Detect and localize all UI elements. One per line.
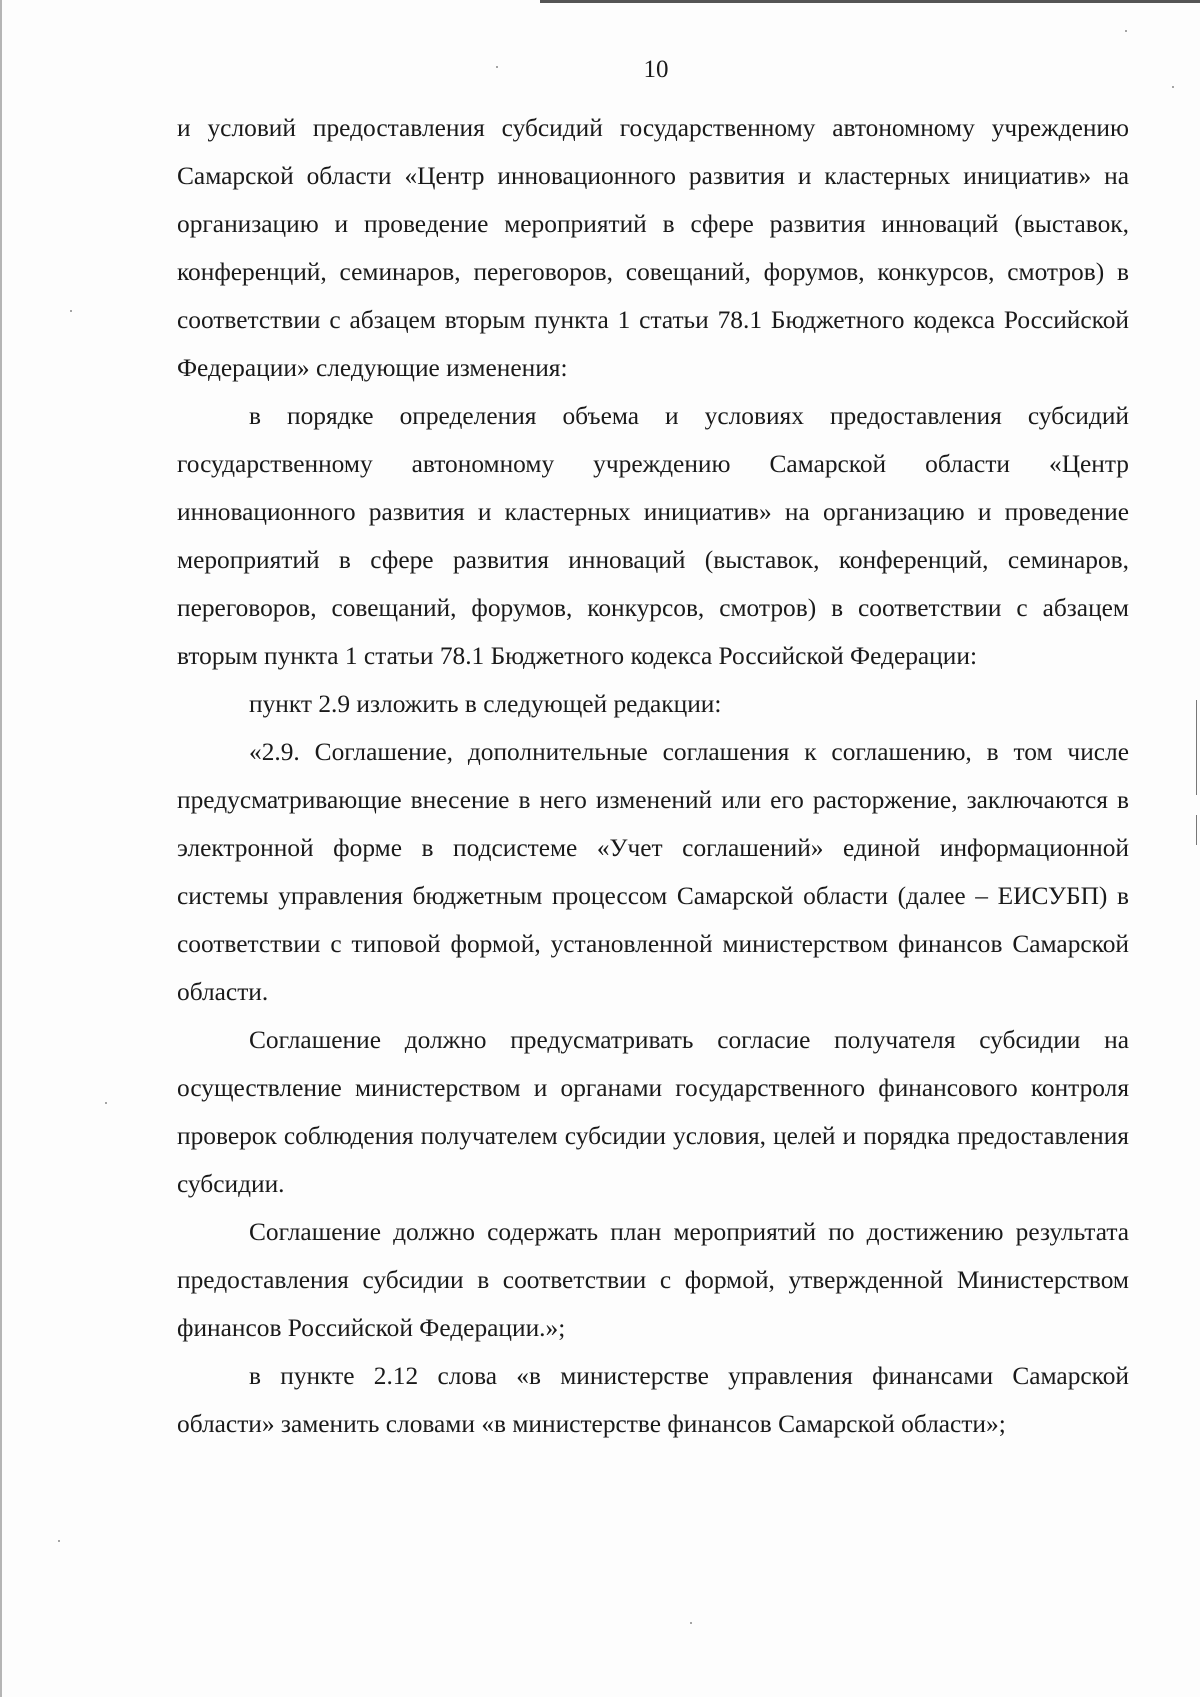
paragraph-item-2-9-intro: пункт 2.9 изложить в следующей редакции: [249,690,722,718]
scan-speck [70,310,72,312]
page-number: 10 [643,56,669,83]
scan-speck [1172,86,1174,88]
paragraph-agreement-plan: Соглашение должно содержать план мероприятий по достижению результата предоставления субсидии в соответствии с формой, утвержденной Министерством финансов Российской Федерации.»; [177,1218,1129,1342]
right-margin-mark [1196,815,1197,845]
paragraph-procedure: в порядке определения объема и условиях предоставления субсидий государственному автономному учреждению Самарской области «Центр инновационного развития и кластерных инициатив» на организацию и проведение мероприятий в сфере развития инноваций (выставок, конференций, семинаров, переговоров, совещаний, форумов, конкурсов, смотров) в соответствии с абзацем вторым пункта 1 статьи 78.1 Бюджетного кодекса Российской Федерации: [177,402,1129,670]
paragraph-continuation: и условий предоставления субсидий государственному автономному учреждению Самарской области «Центр инновационного развития и кластерных инициатив» на организацию и проведение мероприятий в сфере развития инноваций (выставок, конференций, семинаров, переговоров, совещаний, форумов, конкурсов, смотров) в соответствии с абзацем вторым пункта 1 статьи 78.1 Бюджетного кодекса Российской Федерации» следующие изменения: [177,114,1129,382]
left-page-edge [0,0,2,1697]
top-border-line [540,0,1200,3]
paragraph-item-2-9-text: «2.9. Соглашение, дополнительные соглашения к соглашению, в том числе предусматривающие внесение в него изменений или его расторжение, заключаются в электронной форме в подсистеме «Учет соглашений» единой информационной системы управления бюджетным процессом Самарской области (далее – ЕИСУБП) в соответствии с типовой формой, установленной министерством финансов Самарской области. [177,738,1129,1006]
scan-speck [496,66,498,68]
scan-speck [58,1540,60,1542]
scan-speck [690,1622,692,1624]
paragraph-agreement-consent: Соглашение должно предусматривать согласие получателя субсидии на осуществление министерством и органами государственного финансового контроля проверок соблюдения получателем субсидии условия, целей и порядка предоставления субсидии. [177,1026,1129,1198]
right-margin-mark [1196,700,1197,795]
paragraph-item-2-12: в пункте 2.12 слова «в министерстве управления финансами Самарской области» заменить словами «в министерстве финансов Самарской области»; [177,1362,1129,1438]
scan-speck [1125,30,1127,32]
document-body [177,104,1129,1448]
scan-speck [105,1102,107,1104]
